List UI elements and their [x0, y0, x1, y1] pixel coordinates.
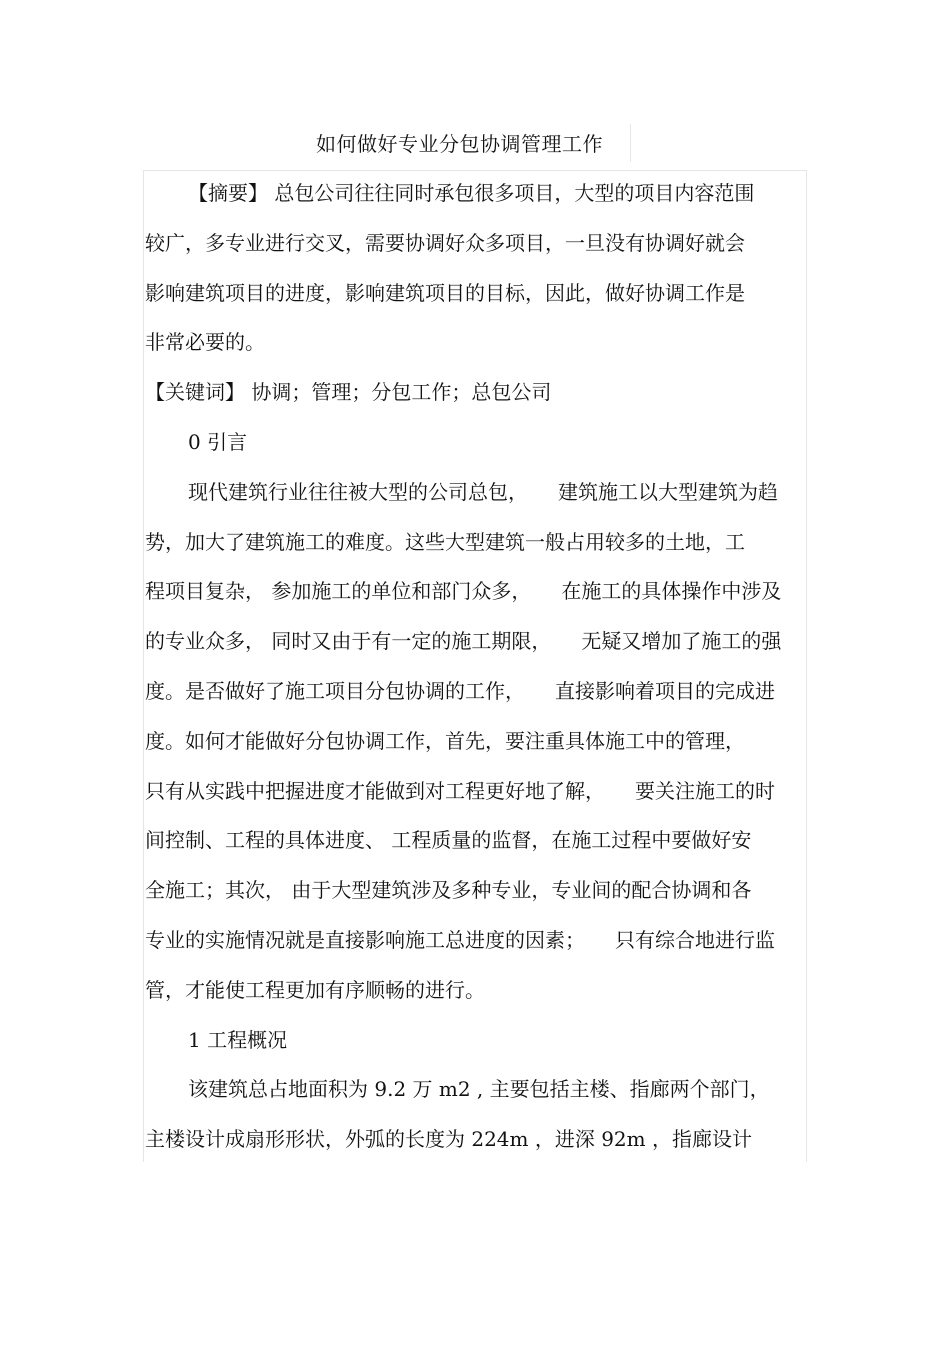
text-segment: 要关注施工的时 — [635, 778, 775, 803]
text-line — [145, 425, 801, 475]
frame-top-border — [143, 170, 807, 171]
text-segment: 程项目复杂， 参加施工的单位和部门众多， — [145, 579, 532, 604]
text-line — [145, 325, 801, 375]
text-segment: 管，才能使工程更加有序顺畅的进行。 — [145, 977, 485, 1002]
text-line — [145, 823, 801, 873]
text-line — [145, 1072, 801, 1122]
text-segment: 建筑施工以大型建筑为趋 — [558, 479, 778, 504]
text-segment: 专业的实施情况就是直接影响施工总进度的因素； — [145, 927, 585, 952]
document-title: 如何做好专业分包协调管理工作 — [316, 132, 603, 156]
frame-right-border — [806, 170, 807, 1162]
text-segment: 的专业众多， 同时又由于有一定的施工期限， — [145, 629, 552, 654]
text-line — [145, 475, 801, 525]
document-body — [145, 176, 801, 1172]
text-segment: 现代建筑行业往往被大型的公司总包， — [188, 479, 528, 504]
text-segment: 较广，多专业进行交叉，需要协调好众多项目，一旦没有协调好就会 — [145, 230, 745, 255]
text-segment: 1 工程概况 — [188, 1027, 288, 1052]
text-line — [145, 375, 801, 425]
text-line — [145, 923, 801, 973]
text-line — [145, 525, 801, 575]
text-line — [145, 1122, 801, 1172]
text-line — [145, 873, 801, 923]
text-segment: 全施工；其次， 由于大型建筑涉及多种专业，专业间的配合协调和各 — [145, 878, 752, 903]
text-line — [145, 973, 801, 1023]
text-segment: 在施工的具体操作中涉及 — [561, 579, 782, 604]
text-segment: 度。如何才能做好分包协调工作，首先，要注重具体施工中的管理， — [145, 728, 745, 753]
text-line — [145, 624, 801, 674]
text-segment: 【摘要】 总包公司往往同时承包很多项目，大型的项目内容范围 — [188, 181, 755, 205]
text-segment: 只有综合地进行监 — [615, 927, 775, 952]
text-line — [145, 176, 801, 226]
text-line — [145, 724, 801, 774]
text-line — [145, 574, 801, 624]
text-segment: 【关键词】 协调；管理；分包工作；总包公司 — [145, 380, 552, 405]
text-segment: 直接影响着项目的完成进 — [555, 678, 775, 703]
text-segment: 主楼设计成扇形形状，外弧的长度为 224m ，进深 92m ，指廊设计 — [145, 1127, 752, 1152]
text-segment: 影响建筑项目的进度，影响建筑项目的目标，因此，做好协调工作是 — [145, 280, 745, 305]
text-line — [145, 774, 801, 824]
text-line — [145, 276, 801, 326]
frame-left-border — [143, 170, 144, 1162]
text-segment: 非常必要的。 — [145, 330, 265, 355]
text-line — [145, 1023, 801, 1073]
text-segment: 度。是否做好了施工项目分包协调的工作， — [145, 678, 525, 703]
text-segment: 势，加大了建筑施工的难度。这些大型建筑一般占用较多的土地，工 — [145, 529, 745, 554]
text-segment: 无疑又增加了施工的强 — [581, 629, 782, 654]
text-segment: 只有从实践中把握进度才能做到对工程更好地了解， — [145, 778, 605, 803]
text-line — [145, 674, 801, 724]
text-line — [145, 226, 801, 276]
text-segment: 该建筑总占地面积为 9.2 万 m2 , 主要包括主楼、指廊两个部门， — [188, 1077, 770, 1102]
text-segment: 0 引言 — [188, 429, 248, 454]
text-segment: 间控制、工程的具体进度、 工程质量的监督，在施工过程中要做好安 — [145, 828, 752, 853]
